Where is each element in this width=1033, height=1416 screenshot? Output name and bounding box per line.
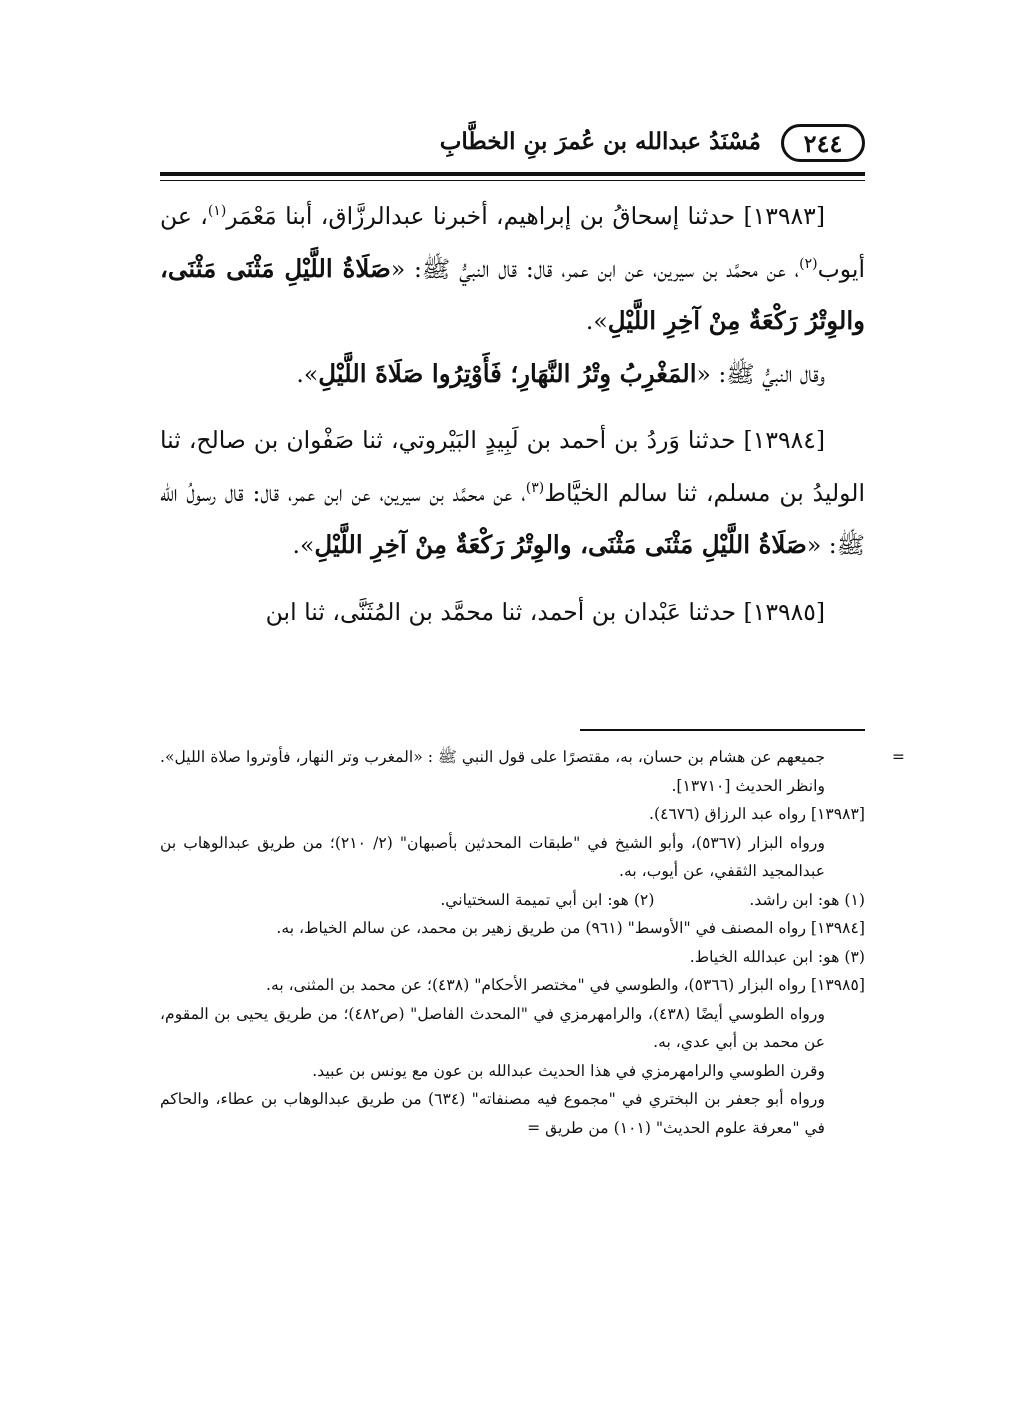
prophetic-saying: المَغْرِبُ وِتْرُ النَّهَارِ؛ فَأَوْتِرُوا صَلَاةَ اللَّيْلِ xyxy=(318,358,697,388)
footnote-1: (١) هو: ابن راشد. xyxy=(749,890,865,909)
hadith-13985: [١٣٩٨٥] حدثنا عَبْدان بن أحمد، ثنا محمَّد بن المُثَنَّى، ثنا ابن xyxy=(265,597,825,626)
footnote-13985: [١٣٩٨٥] رواه البزار (٥٣٦٦)، والطوسي في "مختصر الأحكام" (٤٣٨)؛ عن محمد بن المثنى، به. xyxy=(266,976,865,994)
main-text xyxy=(160,190,865,638)
footnote-2: (٢) هو: ابن أبي تميمة السختياني. xyxy=(440,890,655,909)
page-number: ٢٤٤ xyxy=(781,124,865,162)
footnote-separator xyxy=(580,729,865,731)
hadith-13983: [١٣٩٨٣] حدثنا إسحاقُ بن إبراهيم، أخبرنا عبدالرزَّاق، أبنا مَعْمَر$^{(١)}$، عن أيوب$^{(٢)}$، عن محمَّد بن سيرين، عن ابن عمر، قال: قال النبيُّ ﷺ: «صَلَاةُ اللَّيْلِ مَثْنَى مَثْنَى، والوِتْرُ رَكْعَةٌ مِنْ آخِرِ اللَّيْلِ». xyxy=(160,202,865,335)
footnote-continuation: =جميعهم عن هشام بن حسان، به، مقتصرًا على قول النبي ﷺ : «المغرب وتر النهار، فأوتروا صلاة الليل». وانظر الحديث [١٣٧١٠]. xyxy=(160,748,905,795)
prophetic-saying: صَلَاةُ اللَّيْلِ مَثْنَى مَثْنَى، والوِتْرُ رَكْعَةٌ مِنْ آخِرِ اللَّيْلِ xyxy=(314,530,807,559)
prophetic-saying: صَلَاةُ اللَّيْلِ مَثْنَى مَثْنَى، والوِتْرُ رَكْعَةٌ مِنْ آخِرِ اللَّيْلِ xyxy=(160,253,865,335)
footnote-13984: [١٣٩٨٤] رواه المصنف في "الأوسط" (٩٦١) من طريق زهير بن محمد، عن سالم الخياط، به. xyxy=(276,919,865,937)
footnote-ref-3[interactable]: (٣) xyxy=(525,479,545,496)
page-header xyxy=(160,124,865,166)
footnote-13985-bukhtari: ورواه أبو جعفر بن البختري في "مجموع فيه مصنفاته" (٦٣٤) من طريق عبدالوهاب بن عطاء، والحاكم في "معرفة علوم الحديث" (١٠١) من طريق = xyxy=(160,1090,825,1137)
footnote-13983: [١٣٩٨٣] رواه عبد الرزاق (٤٦٧٦). xyxy=(649,805,865,823)
footnote-ref-1[interactable]: (١) xyxy=(207,203,227,220)
hadith-13983-second-saying: وقال النبيُّ ﷺ: «المَغْرِبُ وِتْرُ النَّهَارِ؛ فَأَوْتِرُوا صَلَاةَ اللَّيْلِ». xyxy=(296,358,825,388)
footnote-13985-tusi: ورواه الطوسي أيضًا (٤٣٨)، والرامهرمزي في "المحدث الفاصل" (ص٤٨٢)؛ من طريق يحيى بن المقوم، عن محمد بن أبي عدي، به. xyxy=(160,1004,825,1051)
footnote-3: (٣) هو: ابن عبدالله الخياط. xyxy=(689,947,865,966)
footnote-13983-other: ورواه البزار (٥٣٦٧)، وأبو الشيخ في "طبقات المحدثين بأصبهان" (٢/ ٢١٠)؛ من طريق عبدالوهاب بن عبدالمجيد الثقفي، عن أيوب، به. xyxy=(160,833,825,880)
footnote-ref-2[interactable]: (٢) xyxy=(799,255,818,272)
header-rule-thin xyxy=(160,180,865,181)
header-rule-thick xyxy=(160,172,865,176)
hadith-13984: [١٣٩٨٤] حدثنا وَردُ بن أحمد بن لَبِيدٍ البَيْروتي، ثنا صَفْوان بن صالح، ثنا الوليدُ بن مسلم، ثنا سالم الخيَّاط$^{(٣)}$، عن محمَّد بن سيرين، عن ابن عمر، قال: قال رسولُ الله ﷺ: «صَلَاةُ اللَّيْلِ مَثْنَى مَثْنَى، والوِتْرُ رَكْعَةٌ مِنْ آخِرِ اللَّيْلِ». xyxy=(160,426,865,559)
page-title: مُسْنَدُ عبدالله بن عُمرَ بنِ الخطَّابِ xyxy=(439,128,761,155)
footnote-pair-1-2 xyxy=(160,886,865,915)
footnotes xyxy=(160,743,905,1142)
footnote-13985-qarn: وقرن الطوسي والرامهرمزي في هذا الحديث عبدالله بن عون مع يونس بن عبيد. xyxy=(312,1061,825,1080)
